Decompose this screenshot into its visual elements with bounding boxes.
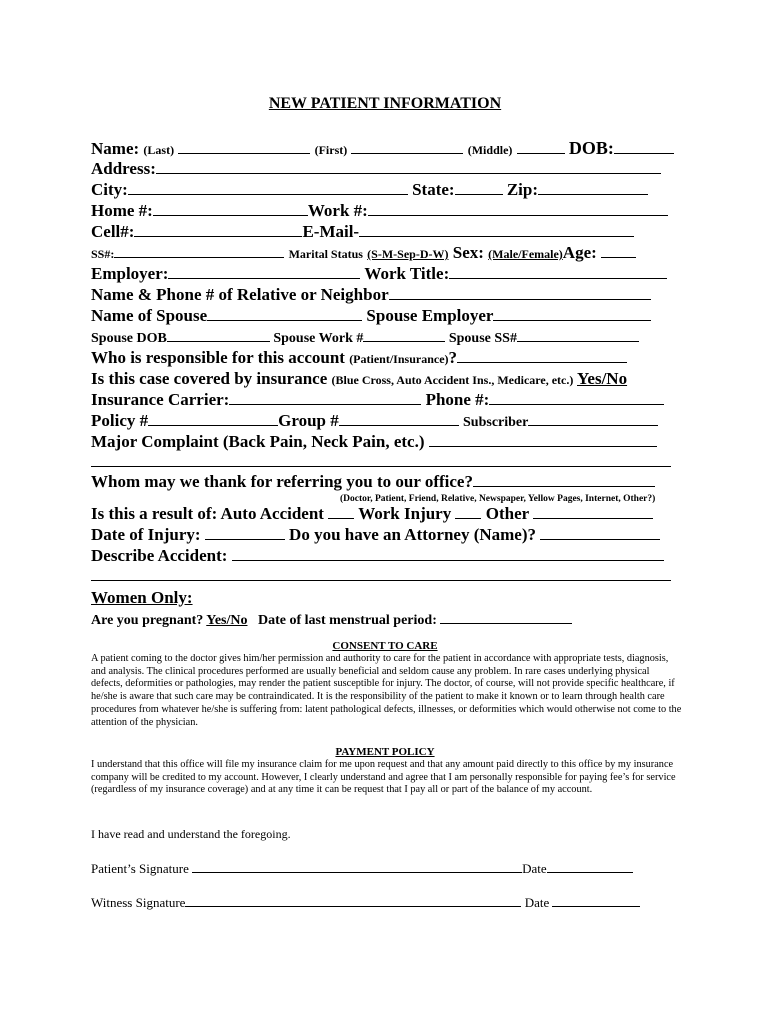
pregnant-label: Are you pregnant? — [91, 613, 204, 628]
address-label: Address: — [91, 159, 156, 178]
responsible-row — [91, 348, 627, 369]
spouse-employer-label: Spouse Employer — [366, 306, 494, 325]
form-title: NEW PATIENT INFORMATION — [268, 95, 502, 112]
carrier-phone-label: Phone #: — [425, 390, 490, 409]
referral-label: Whom may we thank for referring you to our office? — [91, 472, 473, 491]
spouse-ss-field[interactable] — [517, 327, 639, 342]
injury-date-label: Date of Injury: — [91, 525, 201, 544]
menstrual-field[interactable] — [440, 609, 572, 624]
carrier-row — [91, 390, 664, 410]
phone-row — [91, 201, 668, 221]
subscriber-field[interactable] — [528, 411, 658, 426]
marital-options[interactable]: (S-M-Sep-D-W) — [367, 247, 449, 261]
covered-row — [91, 369, 627, 390]
responsible-field[interactable] — [457, 348, 627, 363]
employer-row — [91, 264, 667, 284]
last-label: (Last) — [143, 143, 175, 157]
complaint-extra-line[interactable] — [91, 466, 671, 467]
describe-extra-line[interactable] — [91, 580, 671, 581]
ss-field[interactable] — [114, 243, 284, 258]
responsible-options: (Patient/Insurance) — [349, 352, 449, 366]
work-phone-label: Work #: — [307, 201, 368, 220]
work-injury-label: Work Injury — [358, 504, 452, 523]
consent-heading: CONSENT TO CARE — [332, 640, 438, 652]
subscriber-label: Subscriber — [463, 415, 529, 430]
injury-row — [91, 525, 660, 545]
injury-date-field[interactable] — [205, 525, 285, 540]
dob-field[interactable] — [614, 139, 674, 154]
middle-label: (Middle) — [467, 143, 513, 157]
ss-row — [91, 243, 636, 264]
last-name-field[interactable] — [178, 139, 310, 154]
consent-text: A patient coming to the doctor gives him/her permission and authority to care for the patient in accordance with appropriate tests, diagnosis, and analysis. The clinical procedures performed are usually beneficial and seldom cause any problem. In rare cases underlying physical defects, deformities or pathologies, may render the patient susceptible for injury. The doctor, of course, will not provide specific healthcare, if he/she is aware that such care may be contraindicated. It is the responsibility of the patient to make it known or to learn through health care procedures from whatever he/she is suffering from: latent pathological defects, illnesses, or deformities which would otherwise not come to the attention of the physician. — [91, 653, 682, 728]
describe-label: Describe Accident: — [91, 546, 228, 565]
spouse-ss-label: Spouse SS# — [448, 331, 517, 346]
zip-label: Zip: — [506, 180, 538, 199]
marital-label: Marital Status — [288, 247, 363, 261]
spouse-work-label: Spouse Work # — [273, 331, 364, 346]
relative-field[interactable] — [389, 285, 651, 300]
witness-date-field[interactable] — [552, 892, 640, 907]
group-label: Group # — [278, 411, 339, 430]
name-label: Name: — [91, 139, 140, 158]
age-label: Age: — [562, 243, 597, 262]
result-label: Is this a result of: Auto Accident — [91, 504, 324, 523]
payment-heading: PAYMENT POLICY — [335, 746, 435, 758]
acknowledge-text: I have read and understand the foregoing. — [91, 827, 291, 841]
policy-field[interactable] — [148, 411, 278, 426]
covered-yes-no[interactable]: Yes/No — [577, 369, 628, 388]
describe-row — [91, 546, 664, 566]
home-phone-label: Home #: — [91, 201, 153, 220]
work-title-label: Work Title: — [364, 264, 450, 283]
address-field[interactable] — [156, 159, 661, 174]
women-heading: Women Only: — [91, 588, 193, 607]
referral-options: (Doctor, Patient, Friend, Relative, Newspaper, Yellow Pages, Internet, Other?) — [340, 494, 656, 504]
cell-row — [91, 222, 634, 242]
cell-label: Cell#: — [91, 222, 135, 241]
spouse-dob-field[interactable] — [167, 327, 270, 342]
spouse-row — [91, 306, 651, 326]
spouse-work-field[interactable] — [363, 327, 445, 342]
complaint-label: Major Complaint (Back Pain, Neck Pain, etc.) — [91, 432, 425, 451]
responsible-question-mark: ? — [448, 348, 458, 367]
home-phone-field[interactable] — [153, 201, 308, 216]
employer-field[interactable] — [168, 264, 360, 279]
covered-label: Is this case covered by insurance — [91, 369, 328, 388]
first-label: (First) — [314, 143, 348, 157]
auto-accident-field[interactable] — [328, 504, 354, 519]
menstrual-label: Date of last menstrual period: — [258, 613, 437, 628]
witness-signature-field[interactable] — [185, 892, 521, 907]
women-row — [91, 609, 572, 631]
ss-label: SS#: — [91, 247, 115, 261]
first-name-field[interactable] — [351, 139, 463, 154]
result-row — [91, 504, 653, 524]
patient-date-label: Date — [522, 861, 547, 876]
state-label: State: — [412, 180, 455, 199]
attorney-field[interactable] — [540, 525, 660, 540]
describe-field[interactable] — [232, 546, 664, 561]
city-label: City: — [91, 180, 128, 199]
name-row — [91, 138, 674, 160]
city-row — [91, 180, 648, 200]
carrier-phone-field[interactable] — [489, 390, 664, 405]
witness-signature-row — [91, 892, 640, 911]
covered-options: (Blue Cross, Auto Accident Ins., Medicare, etc.) — [331, 373, 574, 387]
patient-signature-field[interactable] — [192, 858, 522, 873]
address-row — [91, 159, 661, 179]
carrier-field[interactable] — [229, 390, 421, 405]
zip-field[interactable] — [538, 180, 648, 195]
sex-label: Sex: — [452, 243, 484, 262]
other-label: Other — [485, 504, 529, 523]
spouse-dob-label: Spouse DOB — [91, 331, 167, 346]
group-field[interactable] — [339, 411, 459, 426]
patient-signature-row — [91, 858, 633, 877]
other-field[interactable] — [533, 504, 653, 519]
complaint-row — [91, 432, 657, 452]
relative-row — [91, 285, 651, 305]
referral-field[interactable] — [473, 472, 655, 487]
payment-text: I understand that this office will file my insurance claim for me upon request and that any amount paid directly to this office by my insurance company will be credited to my account. However, I clearly understand and agree that I am personally responsible for paying fee’s for service (regardless of my insurance coverage) and at any time it can be request that I pay all or part of the balance of my account. — [91, 759, 676, 796]
policy-row — [91, 411, 658, 433]
cell-field[interactable] — [134, 222, 302, 237]
patient-date-field[interactable] — [547, 858, 633, 873]
spouse-details-row — [91, 327, 639, 349]
state-field[interactable] — [455, 180, 503, 195]
spouse-employer-field[interactable] — [493, 306, 651, 321]
work-phone-field[interactable] — [368, 201, 668, 216]
spouse-name-label: Name of Spouse — [91, 306, 208, 325]
employer-label: Employer: — [91, 264, 169, 283]
attorney-label: Do you have an Attorney (Name)? — [289, 525, 536, 544]
work-injury-field[interactable] — [455, 504, 481, 519]
witness-signature-label: Witness Signature — [91, 895, 186, 910]
responsible-label: Who is responsible for this account — [91, 348, 345, 367]
city-field[interactable] — [128, 180, 408, 195]
sex-options[interactable]: (Male/Female) — [488, 247, 563, 261]
age-field[interactable] — [601, 243, 636, 258]
complaint-field[interactable] — [429, 432, 657, 447]
witness-date-label: Date — [524, 895, 550, 910]
middle-name-field[interactable] — [517, 139, 565, 154]
relative-label: Name & Phone # of Relative or Neighbor — [91, 285, 389, 304]
carrier-label: Insurance Carrier: — [91, 390, 230, 409]
work-title-field[interactable] — [449, 264, 667, 279]
email-field[interactable] — [359, 222, 634, 237]
patient-signature-label: Patient’s Signature — [91, 861, 189, 876]
policy-label: Policy # — [91, 411, 149, 430]
spouse-name-field[interactable] — [207, 306, 362, 321]
email-label: E-Mail- — [302, 222, 360, 241]
dob-label: DOB: — [568, 138, 614, 158]
pregnant-yes-no[interactable]: Yes/No — [206, 613, 248, 628]
